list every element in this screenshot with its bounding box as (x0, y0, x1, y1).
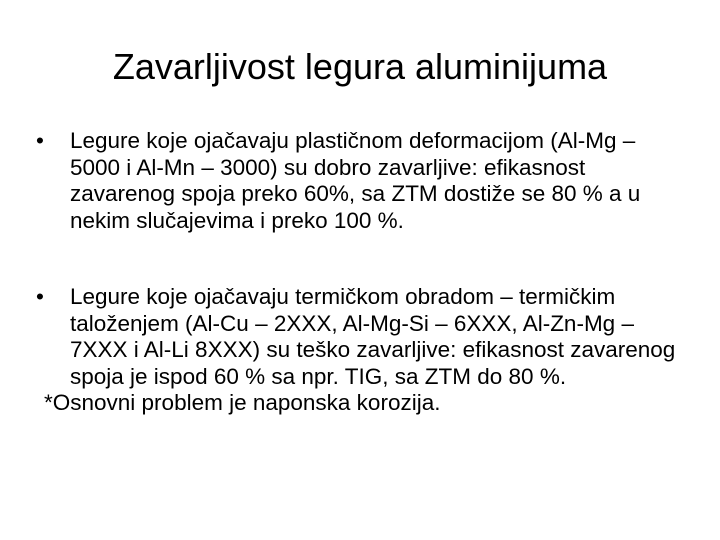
bullet-text: Legure koje ojačavaju termičkom obradom – termičkim taloženjem (Al-Cu – 2XXX, Al-Mg-Si – 6XXX, Al-Zn-Mg – 7XXX i Al-Li 8XXX) su teško zavarljive: efikasnost zavarenog spoja je ispod 60 % sa npr. TIG, sa ZTM do 80 %. (70, 284, 676, 389)
bullet-text: Legure koje ojačavaju plastičnom deformacijom (Al-Mg – 5000 i Al-Mn – 3000) su dobro zavarljive: efikasnost zavarenog spoja preko 60%, sa ZTM dostiže se 80 % a u nekim slučajevima i preko 100 %. (70, 128, 641, 233)
slide-title: Zavarljivost legura aluminijuma (112, 46, 608, 87)
bullet-item (36, 128, 686, 234)
bullet-item (36, 284, 686, 390)
bullet-symbol: • (36, 284, 44, 309)
footnote: *Osnovni problem je naponska korozija. (44, 390, 441, 415)
slide-body (36, 128, 686, 417)
bullet-symbol: • (36, 128, 44, 153)
